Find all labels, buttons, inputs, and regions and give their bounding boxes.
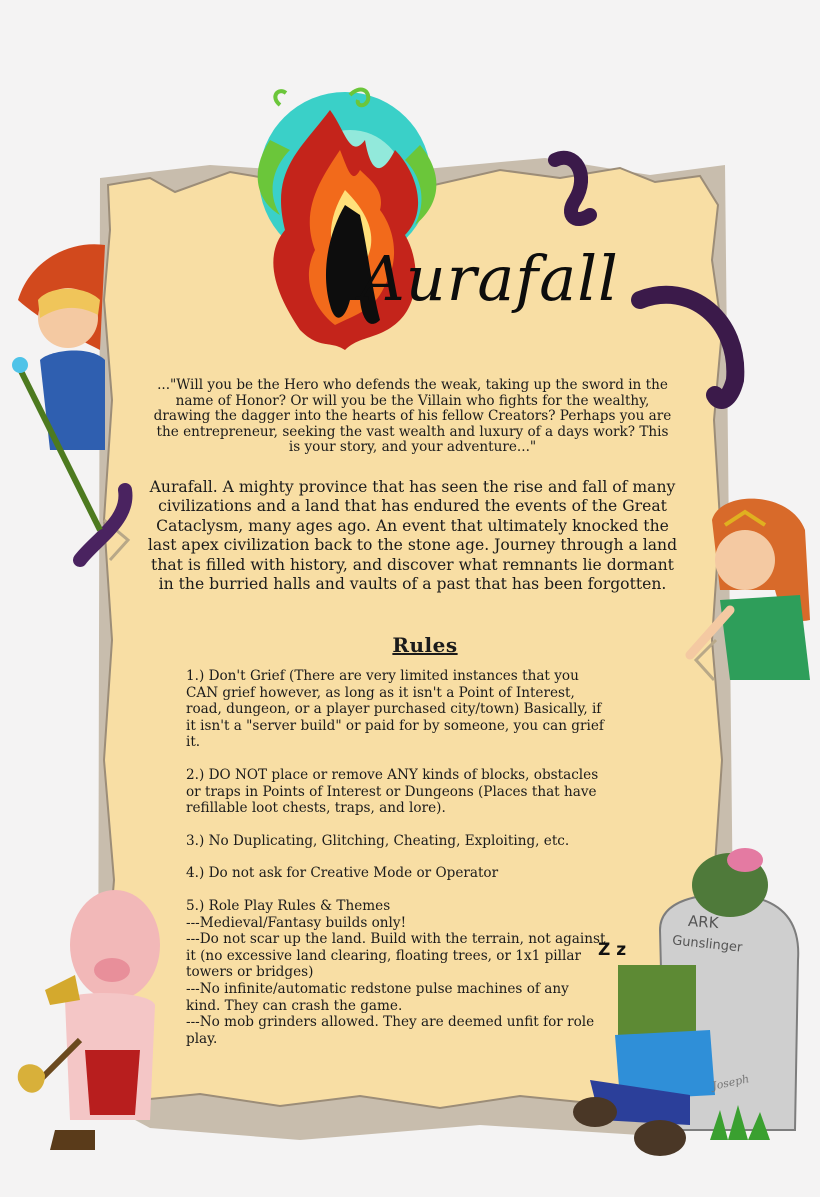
wizard-character [12, 244, 105, 530]
sleep-zz-text: Z z [598, 940, 627, 960]
rule-5-item: ---No infinite/automatic redstone pulse machines of any kind. They can crash the game. [186, 980, 569, 1014]
artist-signature: Joseph [711, 1072, 751, 1093]
pig-warrior-character [18, 890, 160, 1150]
zombie-cat-brain [727, 848, 763, 872]
logo-title: Aurafall [360, 242, 619, 315]
wizard-staff-orb [12, 357, 28, 373]
logo-green-curl [275, 91, 286, 105]
rule-5-item: ---Medieval/Fantasy builds only! [186, 914, 407, 931]
pig-boots [50, 1130, 95, 1150]
rule-item: 4.) Do not ask for Creative Mode or Operator [186, 865, 499, 882]
zombie-head [618, 965, 696, 1035]
pig-snout [94, 958, 130, 982]
lore-paragraph: Aurafall. A mighty province that has seen the rise and fall of many civilizations and a land that has endured the events of the Great Cataclysm, many ages ago. An event that ultimately knocked the last apex civilization back to the stone age. Journey through a land that is filled with history, and discover what remnants lie dormant in the burried halls and vaults of a past that has been forgotten. [147, 478, 678, 594]
girl-face [715, 530, 775, 590]
zombie-shoe [573, 1097, 617, 1127]
rule-item: 3.) No Duplicating, Glitching, Cheating, Exploiting, etc. [186, 832, 570, 849]
tombstone-text-ark: ARK [687, 911, 720, 933]
pig-axe-blade [18, 1064, 45, 1092]
rule-5-item: ---Do not scar up the land. Build with the terrain, not against it (no excessive land clearing, floating trees, or 1x1 pillar towers or bridges) [186, 931, 606, 981]
intro-quote: ..."Will you be the Hero who defends the weak, taking up the sword in the name of Honor? Or will you be the Villain who fights for the wealthy, drawing the dagger into the hearts of his fellow Creators? Perhaps you are the entrepreneur, seeking the vast wealth and luxury of a days work? This is your story, and your adventure..." [153, 377, 672, 456]
rule-5-item: ---No mob grinders allowed. They are deemed unfit for role play. [186, 1014, 595, 1047]
rule-item: 2.) DO NOT place or remove ANY kinds of blocks, obstacles or traps in Points of Interest or Dungeons (Places that have refillable loot chests, traps, and lore). [186, 766, 599, 817]
pig-head [70, 890, 160, 1000]
zombie-shoe [634, 1120, 686, 1156]
rules-list [186, 668, 606, 1047]
tombstone-text-gunslinger: Gunslinger [671, 933, 743, 956]
rule-5-title: 5.) Role Play Rules & Themes [186, 897, 391, 914]
rule-item: 1.) Don't Grief (There are very limited instances that you CAN grief however, as long as it isn't a Point of Interest, road, dungeon, or a player purchased city/town) Basically, if it isn't a "server build" or paid for by someone, you can grief it. [186, 668, 604, 751]
pig-armor [45, 975, 80, 1005]
rules-heading: Rules [392, 633, 458, 657]
pig-skirt [85, 1050, 140, 1115]
